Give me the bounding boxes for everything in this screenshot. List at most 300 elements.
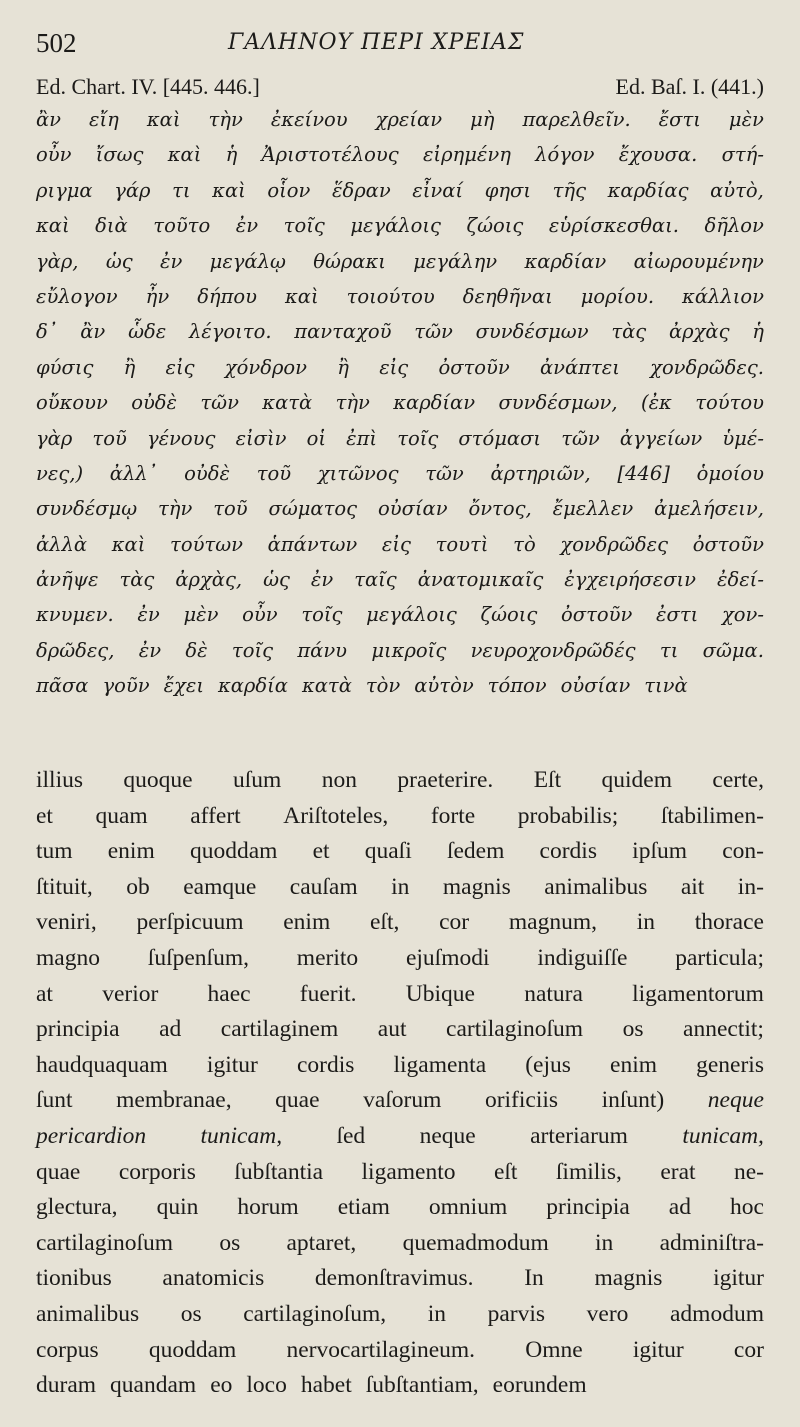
edition-basel-reference: Ed. Baſ. I. (441.) bbox=[615, 74, 764, 99]
greek-text-word: ὀστοῦν bbox=[438, 355, 510, 379]
greek-text-word: μεγάλῳ bbox=[209, 249, 286, 273]
greek-text-word: δεηθῆναι bbox=[462, 284, 553, 308]
greek-text-word: ἀλλὰ bbox=[36, 532, 88, 556]
latin-text-word: merito bbox=[296, 944, 359, 971]
latin-text-word: ob bbox=[126, 873, 150, 900]
latin-text-line bbox=[36, 1012, 764, 1048]
latin-text-word: tunicam, bbox=[682, 1122, 764, 1149]
greek-text-word: μικροῖς bbox=[371, 638, 447, 662]
latin-text-word: Omne bbox=[525, 1336, 583, 1363]
greek-text-word: τούτου bbox=[695, 391, 764, 415]
latin-text-word: cartilaginoſum, bbox=[243, 1300, 387, 1327]
latin-text-word: ligamento bbox=[361, 1158, 456, 1185]
greek-text-word: τουτὶ bbox=[435, 532, 489, 556]
latin-text-line bbox=[36, 870, 764, 906]
latin-text-word: non bbox=[321, 767, 357, 793]
greek-text-word: ἐδεί- bbox=[717, 568, 764, 592]
greek-text-word: τοῦ bbox=[213, 497, 248, 521]
greek-text-line bbox=[36, 244, 764, 279]
greek-text-word: καὶ bbox=[111, 532, 146, 556]
greek-text-word: καρδίαν bbox=[393, 391, 476, 415]
greek-text-word: ἐστι bbox=[656, 603, 699, 627]
latin-text-line bbox=[36, 763, 764, 799]
edition-chart-reference: Ed. Chart. IV. [445. 446.] bbox=[36, 74, 260, 99]
latin-text-word: etiam bbox=[337, 1194, 390, 1221]
latin-text-word: uſum bbox=[233, 767, 282, 793]
latin-text-word: praeterire. bbox=[397, 767, 494, 793]
greek-text-word: εὔλογον bbox=[36, 284, 118, 308]
greek-text-word: τι bbox=[172, 178, 191, 202]
latin-text-word: tum bbox=[36, 838, 73, 865]
greek-text-line bbox=[36, 102, 764, 137]
greek-text-word: ἂν bbox=[80, 320, 106, 344]
greek-text-word: σώματος bbox=[268, 497, 358, 521]
latin-text-word: eorundem bbox=[492, 1372, 587, 1399]
latin-text-word: magnis bbox=[442, 873, 511, 900]
greek-text-word: ἐκείνου bbox=[270, 108, 348, 131]
greek-text-word: πάνυ bbox=[297, 638, 348, 662]
greek-text-word: συνδέσμων bbox=[475, 320, 589, 344]
latin-text-word: cordis bbox=[539, 838, 597, 865]
greek-text-word: ὧδε bbox=[128, 320, 167, 344]
latin-text-word: inſunt) bbox=[601, 1087, 665, 1114]
latin-text-word: veniri, bbox=[36, 909, 97, 936]
latin-text-word: in bbox=[427, 1300, 447, 1327]
greek-text-word: εἰς bbox=[379, 355, 409, 379]
greek-text-word: γὰρ, bbox=[36, 249, 79, 273]
greek-text-line bbox=[36, 668, 764, 703]
latin-text-word: particula; bbox=[675, 944, 764, 971]
latin-text-word: perſpicuum bbox=[136, 909, 244, 936]
greek-text-word: οὔκουν bbox=[36, 391, 108, 415]
greek-text-word: τινὰ bbox=[644, 674, 688, 698]
greek-text-word: ἁπάντων bbox=[267, 532, 358, 556]
greek-text-word: στή- bbox=[721, 143, 764, 167]
greek-text-word: εἶναί bbox=[412, 178, 464, 202]
latin-text-word: quae bbox=[275, 1087, 320, 1114]
latin-text-word: ligamenta bbox=[393, 1051, 487, 1078]
latin-text-word: enim bbox=[283, 909, 331, 936]
greek-text-line bbox=[36, 279, 764, 314]
latin-text-word: orificiis bbox=[484, 1087, 559, 1114]
latin-text-word: anatomicis bbox=[162, 1265, 265, 1292]
greek-text-word: ἐν bbox=[137, 603, 160, 627]
greek-text-word: ὄντος, bbox=[468, 497, 532, 521]
latin-text-word: os bbox=[622, 1016, 644, 1043]
latin-text-word: quidem bbox=[601, 767, 673, 793]
greek-text-word: ἀρχὰς, bbox=[175, 568, 243, 592]
greek-text-word: τὸν bbox=[365, 674, 401, 698]
greek-text-word: τοιούτου bbox=[346, 284, 435, 308]
latin-text-word: Eſt bbox=[533, 767, 562, 793]
latin-text-word: neque bbox=[707, 1087, 764, 1114]
greek-text-word: γάρ bbox=[114, 178, 151, 202]
latin-text-word: membranae, bbox=[116, 1087, 232, 1114]
greek-text-word: μεγάλοις bbox=[350, 214, 441, 238]
greek-text-word: καρδίαν bbox=[524, 249, 607, 273]
latin-text-word: adminiſtra- bbox=[659, 1229, 764, 1256]
latin-text-word: Ariſtoteles, bbox=[283, 802, 389, 829]
greek-text-line bbox=[36, 633, 764, 668]
latin-text-word: quoddam bbox=[148, 1336, 237, 1363]
latin-text-line bbox=[36, 1083, 764, 1119]
latin-text-word: in bbox=[391, 873, 410, 900]
greek-text-word: ὀστοῦν bbox=[692, 532, 764, 556]
greek-text-line bbox=[36, 421, 764, 456]
latin-text-word: thorace bbox=[694, 909, 764, 936]
greek-text-word: ἀμελήσειν, bbox=[654, 497, 764, 521]
latin-text-word: magno bbox=[36, 944, 100, 971]
latin-text-word: cor bbox=[733, 1336, 764, 1363]
latin-text-word: quoque bbox=[123, 767, 193, 793]
latin-text-word: ejuſmodi bbox=[405, 944, 490, 971]
greek-text-word: στόμασι bbox=[458, 426, 542, 450]
latin-text-word: tunicam, bbox=[200, 1122, 283, 1149]
greek-text-word: λέγοιτο. bbox=[188, 320, 272, 344]
latin-text-word: in- bbox=[737, 873, 764, 900]
latin-text-word: eſt bbox=[493, 1158, 518, 1185]
latin-text-word: quaſi bbox=[364, 838, 412, 865]
latin-text-word: at bbox=[36, 980, 53, 1007]
greek-text-word: λόγον bbox=[535, 143, 595, 167]
latin-text-word: corporis bbox=[118, 1158, 196, 1185]
greek-text-word: ὡς bbox=[105, 249, 133, 273]
greek-text-word: οὐδὲ bbox=[131, 391, 178, 415]
greek-text-word: οὖν bbox=[36, 143, 72, 167]
greek-text-word: ἦν bbox=[145, 284, 170, 308]
latin-text-word: enim bbox=[610, 1051, 658, 1078]
greek-text-word: τὴν bbox=[158, 497, 193, 521]
greek-text-word: τῶν bbox=[561, 426, 600, 450]
greek-text-word: ἀρτηριῶν, bbox=[490, 461, 591, 485]
greek-text-word: χονδρῶδες bbox=[560, 532, 669, 556]
latin-text-word: ſedem bbox=[446, 838, 505, 865]
latin-text-word: In bbox=[524, 1265, 544, 1292]
latin-text-word: principia bbox=[546, 1194, 630, 1221]
greek-text-word: χρείαν bbox=[375, 108, 443, 131]
greek-text-word: [446] bbox=[617, 461, 670, 485]
latin-text-word: quandam bbox=[110, 1372, 197, 1399]
greek-text-word: τῶν bbox=[425, 461, 464, 485]
greek-text-word: κνυμεν. bbox=[36, 603, 114, 627]
latin-text-word: admodum bbox=[670, 1300, 764, 1327]
greek-text-word: τῆς bbox=[552, 178, 586, 202]
latin-text-line bbox=[36, 1368, 764, 1404]
greek-text-word: δὲ bbox=[185, 638, 208, 662]
latin-text-word: cor bbox=[439, 909, 470, 936]
latin-text-word: ſtabilimen- bbox=[660, 802, 764, 829]
greek-text-word: ζώοις bbox=[480, 603, 538, 627]
greek-text-word: ἀγγείων bbox=[619, 426, 703, 450]
latin-text-word: forte bbox=[430, 802, 476, 829]
latin-text-word: ligamentorum bbox=[632, 980, 764, 1007]
latin-text-word: (ejus bbox=[525, 1051, 571, 1078]
greek-text-word: δρῶδες, bbox=[36, 638, 115, 662]
greek-text-word: εἰς bbox=[165, 355, 195, 379]
latin-text-word: ſed bbox=[336, 1122, 366, 1149]
greek-text-word: ἐν bbox=[235, 214, 259, 238]
greek-text-word: ὀστοῦν bbox=[561, 603, 633, 627]
greek-text-word: καρδίας bbox=[607, 178, 689, 202]
latin-text-word: affert bbox=[190, 802, 241, 829]
greek-text-word: νες,) bbox=[36, 461, 84, 485]
greek-text-word: γένους bbox=[146, 426, 216, 450]
latin-text-word: nervocartilagineum. bbox=[286, 1336, 476, 1363]
greek-text-word: μεγάλοις bbox=[366, 603, 457, 627]
greek-text-line bbox=[36, 137, 764, 172]
latin-text-line bbox=[36, 977, 764, 1013]
greek-text-word: ἢ bbox=[337, 355, 349, 379]
latin-text-word: natura bbox=[524, 980, 583, 1007]
greek-text-word: τὰς bbox=[119, 568, 155, 592]
greek-text-word: ὡς bbox=[263, 568, 290, 592]
greek-text-word: ἔχει bbox=[163, 674, 204, 698]
latin-text-word: ſubſtantiam, bbox=[365, 1372, 479, 1399]
greek-text-word: συνδέσμῳ bbox=[36, 497, 138, 521]
greek-text-word: ἐν bbox=[138, 638, 162, 662]
latin-text-word: con- bbox=[722, 838, 764, 865]
greek-text-word: ἀλλ᾽ bbox=[109, 461, 158, 485]
latin-text-word: in bbox=[595, 1229, 614, 1256]
greek-text-word: αὐτὸν bbox=[414, 674, 474, 698]
greek-text-line bbox=[36, 208, 764, 243]
greek-text-word: μὲν bbox=[183, 603, 219, 627]
latin-text-word: fuerit. bbox=[299, 980, 357, 1007]
greek-text-word: εἰρημένη bbox=[422, 143, 511, 167]
greek-text-line bbox=[36, 562, 764, 597]
greek-text-word: χόνδρον bbox=[224, 355, 308, 379]
latin-text-line bbox=[36, 1261, 764, 1297]
greek-text-word: οἱ bbox=[306, 426, 326, 450]
greek-text-word: ἔχουσα. bbox=[618, 143, 698, 167]
running-title: ΓΑΛΗΝΟΥ ΠΕΡΙ ΧΡΕΙΑΣ bbox=[228, 30, 525, 55]
greek-text-word: ἐν bbox=[310, 568, 334, 592]
latin-text-word: igitur bbox=[206, 1051, 258, 1078]
latin-text-line bbox=[36, 905, 764, 941]
greek-text-word: κατὰ bbox=[301, 674, 352, 698]
latin-text-word: magnum, bbox=[508, 909, 597, 936]
latin-text-word: ſimilis, bbox=[555, 1158, 622, 1185]
greek-text-word: τοῦ bbox=[92, 426, 127, 450]
latin-text-word: horum bbox=[237, 1194, 299, 1221]
greek-text-word: μὴ bbox=[470, 108, 495, 131]
latin-text-word: generis bbox=[696, 1051, 764, 1078]
greek-text-word: ἴσως bbox=[95, 143, 144, 167]
latin-text-word: haudquaquam bbox=[36, 1051, 168, 1078]
latin-text-word: eſt, bbox=[369, 909, 400, 936]
latin-text-block bbox=[36, 763, 764, 1404]
greek-text-word: ἀνῆψε bbox=[36, 568, 99, 592]
latin-text-word: et bbox=[312, 838, 330, 865]
greek-text-word: συνδέσμων, bbox=[498, 391, 618, 415]
latin-text-word: principia bbox=[36, 1016, 120, 1043]
greek-text-word: τὴν bbox=[208, 108, 243, 131]
greek-text-word: δ᾽ bbox=[36, 320, 58, 344]
greek-text-line bbox=[36, 173, 764, 208]
latin-text-word: aptaret, bbox=[286, 1229, 357, 1256]
greek-text-word: τούτων bbox=[170, 532, 243, 556]
greek-text-block bbox=[36, 102, 764, 704]
latin-text-word: indiguiſſe bbox=[537, 944, 628, 971]
latin-text-word: annectit; bbox=[683, 1016, 764, 1043]
greek-text-word: ἀρχὰς bbox=[668, 320, 730, 344]
latin-text-word: enim bbox=[107, 838, 155, 865]
latin-text-word: et bbox=[36, 802, 53, 829]
latin-text-word: igitur bbox=[632, 1336, 684, 1363]
greek-text-word: τόπον bbox=[487, 674, 547, 698]
greek-text-word: εἰς bbox=[381, 532, 411, 556]
latin-text-word: omnium bbox=[428, 1194, 508, 1221]
greek-text-word: χονδρῶδες. bbox=[650, 355, 764, 379]
latin-text-word: cartilaginoſum bbox=[36, 1229, 174, 1256]
latin-text-word: igitur bbox=[713, 1265, 764, 1292]
latin-text-word: ait bbox=[680, 873, 705, 900]
latin-text-word: cartilaginoſum bbox=[446, 1016, 584, 1043]
latin-text-word: neque bbox=[419, 1122, 476, 1149]
greek-text-word: ἐγχειρήσεσιν bbox=[564, 568, 697, 592]
latin-text-word: probabilis; bbox=[517, 802, 619, 829]
latin-text-word: quam bbox=[95, 802, 148, 829]
greek-text-word: ὁμοίου bbox=[696, 461, 764, 485]
latin-text-word: haec bbox=[207, 980, 251, 1007]
page-number: 502 bbox=[36, 28, 77, 58]
latin-text-word: animalibus bbox=[36, 1300, 140, 1327]
page-header bbox=[36, 28, 766, 68]
greek-text-word: γοῦν bbox=[102, 674, 150, 698]
greek-text-word: ἔστι bbox=[658, 108, 701, 131]
greek-text-word: τοῖς bbox=[283, 214, 325, 238]
latin-text-word: ipſum bbox=[632, 838, 688, 865]
greek-text-word: καρδία bbox=[217, 674, 288, 698]
latin-text-word: hoc bbox=[729, 1194, 764, 1221]
greek-text-word: καὶ bbox=[285, 284, 319, 308]
greek-text-word: μὲν bbox=[728, 108, 764, 131]
greek-text-line bbox=[36, 456, 764, 491]
latin-text-word: illius bbox=[36, 767, 84, 793]
latin-text-word: ſtituit, bbox=[36, 873, 93, 900]
edition-reference-line bbox=[36, 74, 764, 104]
greek-text-word: δῆλον bbox=[704, 214, 764, 238]
latin-text-word: glectura, bbox=[36, 1194, 118, 1221]
greek-text-word: οὐδὲ bbox=[184, 461, 230, 485]
greek-text-word: μορίου. bbox=[580, 284, 655, 308]
latin-text-word: corpus bbox=[36, 1336, 99, 1363]
greek-text-line bbox=[36, 597, 764, 632]
greek-text-word: πανταχοῦ bbox=[294, 320, 392, 344]
latin-text-word: eo bbox=[210, 1372, 233, 1399]
greek-text-word: χιτῶνος bbox=[317, 461, 399, 485]
latin-text-line bbox=[36, 1119, 764, 1155]
latin-text-word: cartilaginem bbox=[220, 1016, 339, 1043]
greek-text-line bbox=[36, 314, 764, 349]
greek-text-word: κάλλιον bbox=[682, 284, 764, 308]
greek-text-line bbox=[36, 491, 764, 526]
latin-text-word: vaſorum bbox=[363, 1087, 442, 1114]
latin-text-word: quae bbox=[36, 1158, 81, 1185]
latin-text-word: ad bbox=[159, 1016, 182, 1043]
greek-text-word: ἡ bbox=[225, 143, 238, 167]
greek-text-word: τὴν bbox=[335, 391, 370, 415]
greek-text-word: τοῦ bbox=[256, 461, 292, 485]
greek-text-word: σῶμα. bbox=[702, 638, 764, 662]
latin-text-word: arteriarum bbox=[530, 1122, 628, 1149]
greek-text-word: ζώοις bbox=[466, 214, 524, 238]
greek-text-word: τῶν bbox=[200, 391, 239, 415]
latin-text-word: erat bbox=[660, 1158, 696, 1185]
latin-text-word: aut bbox=[377, 1016, 407, 1043]
latin-text-word: ſunt bbox=[36, 1087, 73, 1114]
greek-text-word: ὑμέ- bbox=[722, 426, 764, 450]
greek-text-line bbox=[36, 350, 764, 385]
greek-text-word: εὑρίσκεσθαι. bbox=[548, 214, 679, 238]
latin-text-word: pericardion bbox=[36, 1122, 147, 1149]
greek-text-word: οὐσίαν bbox=[560, 674, 631, 698]
greek-text-word: τοῦτο bbox=[153, 214, 211, 238]
greek-text-word: ἔμελλεν bbox=[552, 497, 634, 521]
greek-text-word: καὶ bbox=[146, 108, 181, 131]
greek-text-word: νευροχονδρῶδές bbox=[470, 638, 636, 662]
latin-text-word: parvis bbox=[487, 1300, 546, 1327]
latin-text-word: os bbox=[219, 1229, 241, 1256]
greek-text-word: ταῖς bbox=[354, 568, 397, 592]
latin-text-word: tionibus bbox=[36, 1265, 112, 1292]
greek-text-word: ἕδραν bbox=[331, 178, 391, 202]
latin-text-word: ne- bbox=[733, 1158, 764, 1185]
latin-text-line bbox=[36, 941, 764, 977]
greek-text-word: διὰ bbox=[95, 214, 128, 238]
latin-text-word: demonſtravimus. bbox=[314, 1265, 474, 1292]
latin-text-word: eamque bbox=[183, 873, 257, 900]
latin-text-line bbox=[36, 834, 764, 870]
greek-text-line bbox=[36, 385, 764, 420]
greek-text-word: ἡ bbox=[752, 320, 764, 344]
greek-text-word: δήπου bbox=[197, 284, 258, 308]
latin-text-word: habet bbox=[300, 1372, 352, 1399]
greek-text-line bbox=[36, 527, 764, 562]
latin-text-word: vero bbox=[586, 1300, 629, 1327]
latin-text-word: quemadmodum bbox=[402, 1229, 549, 1256]
greek-text-word: κατὰ bbox=[262, 391, 313, 415]
greek-text-word: (ἐκ bbox=[640, 391, 672, 415]
greek-text-word: ἀνατομικαῖς bbox=[417, 568, 544, 592]
greek-text-word: θώρακι bbox=[313, 249, 386, 273]
greek-text-word: εἰσὶν bbox=[235, 426, 287, 450]
greek-text-word: χον- bbox=[721, 603, 764, 627]
greek-text-word: καὶ bbox=[167, 143, 202, 167]
greek-text-word: τοῖς bbox=[397, 426, 439, 450]
latin-text-word: in bbox=[636, 909, 656, 936]
latin-text-word: verior bbox=[102, 980, 159, 1007]
greek-text-word: αἰωρουμένην bbox=[633, 249, 764, 273]
greek-text-word: πᾶσα bbox=[36, 674, 89, 698]
latin-text-word: loco bbox=[246, 1372, 287, 1399]
greek-text-word: γὰρ bbox=[36, 426, 73, 450]
greek-text-word: φησι bbox=[484, 178, 531, 202]
greek-text-word: τῶν bbox=[414, 320, 453, 344]
latin-text-word: quin bbox=[156, 1194, 199, 1221]
greek-text-word: τι bbox=[659, 638, 679, 662]
greek-text-word: ἐπὶ bbox=[346, 426, 378, 450]
latin-text-word: Ubique bbox=[405, 980, 475, 1007]
latin-text-line bbox=[36, 1226, 764, 1262]
greek-text-word: τοῖς bbox=[301, 603, 343, 627]
latin-text-line bbox=[36, 799, 764, 835]
greek-text-word: εἴη bbox=[89, 108, 119, 131]
greek-text-word: τοῖς bbox=[231, 638, 274, 662]
greek-text-word: οὖν bbox=[242, 603, 278, 627]
latin-text-word: os bbox=[180, 1300, 202, 1327]
latin-text-line bbox=[36, 1155, 764, 1191]
